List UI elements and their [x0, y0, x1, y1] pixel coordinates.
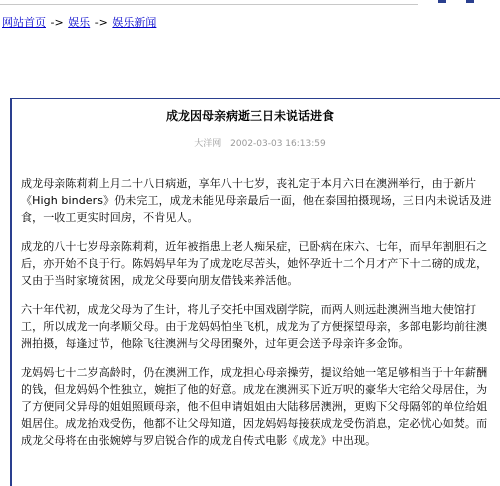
nav-tab-right[interactable] [466, 0, 474, 3]
breadcrumb-link-entertainment-news[interactable]: 娱乐新闻 [112, 16, 157, 29]
article-body [21, 175, 493, 461]
article-title: 成龙因母亲病逝三日未说话进食 [165, 109, 334, 123]
article-datetime: 2002-03-03 16:13:59 [230, 139, 326, 149]
article-paragraph: 龙妈妈七十二岁高龄时，仍在澳洲工作，成龙担心母亲操劳，提议给她一笔足够相当于十年薪酬的钱，但龙妈妈个性独立，婉拒了他的好意。成龙在澳洲买下近万呎的豪华大宅给父母居住，为了方便同父异母的姐姐照顾母亲，他不但申请姐姐由大陆移居澳洲，更购下父母隔邻的单位给姐姐居住。成龙抬戏受伤，他都不让父母知道，因龙妈妈每接获成龙受伤消息，定必忧心如焚。而成龙父母将在由张婉婷与罗启锐合作的成龙自传式电影《成龙》中出现。 [21, 366, 488, 447]
article-paragraph: 成龙母亲陈莉莉上月二十八日病逝，享年八十七岁，丧礼定于本月六日在澳洲举行，由于新片《High binders》仍未完工，成龙未能见母亲最后一面，他在泰国拍摄现场，三日内未说话及进食，一收工更实时回房，不肯见人。 [21, 177, 492, 224]
article-source: 大洋网 [194, 139, 222, 149]
article-meta [0, 138, 500, 150]
nav-tab-left[interactable] [438, 0, 446, 3]
divider-line [0, 4, 418, 5]
breadcrumb-link-entertainment[interactable]: 娱乐 [68, 16, 91, 29]
top-navigation-strip [0, 0, 500, 10]
breadcrumb-separator: -> [94, 16, 108, 29]
breadcrumb-separator: -> [50, 16, 64, 29]
article-paragraph: 六十年代初，成龙父母为了生计，将儿子交托中国戏剧学院，而两人则远赴澳洲当地大使馆打工，所以成龙一向孝顺父母。由于龙妈妈怕坐飞机，成龙为了方便探望母亲，多部电影均前往澳洲拍摄，每逢过节，他除飞往澳洲与父母团聚外，过年更会送予母亲许多金饰。 [21, 303, 488, 350]
breadcrumb-link-home[interactable]: 网站首页 [2, 16, 46, 29]
breadcrumb [2, 16, 156, 30]
article-paragraph: 成龙的八十七岁母亲陈莉莉，近年被指患上老人痴呆症，已卧病在床六、七年，而早年割胆石之后，亦开始不良于行。陈妈妈早年为了成龙吃尽苦头，她怀孕近十二个月才产下十二磅的成龙，又由于当时家境贫困，成龙父母要向朋友借钱来养活他。 [21, 240, 488, 287]
